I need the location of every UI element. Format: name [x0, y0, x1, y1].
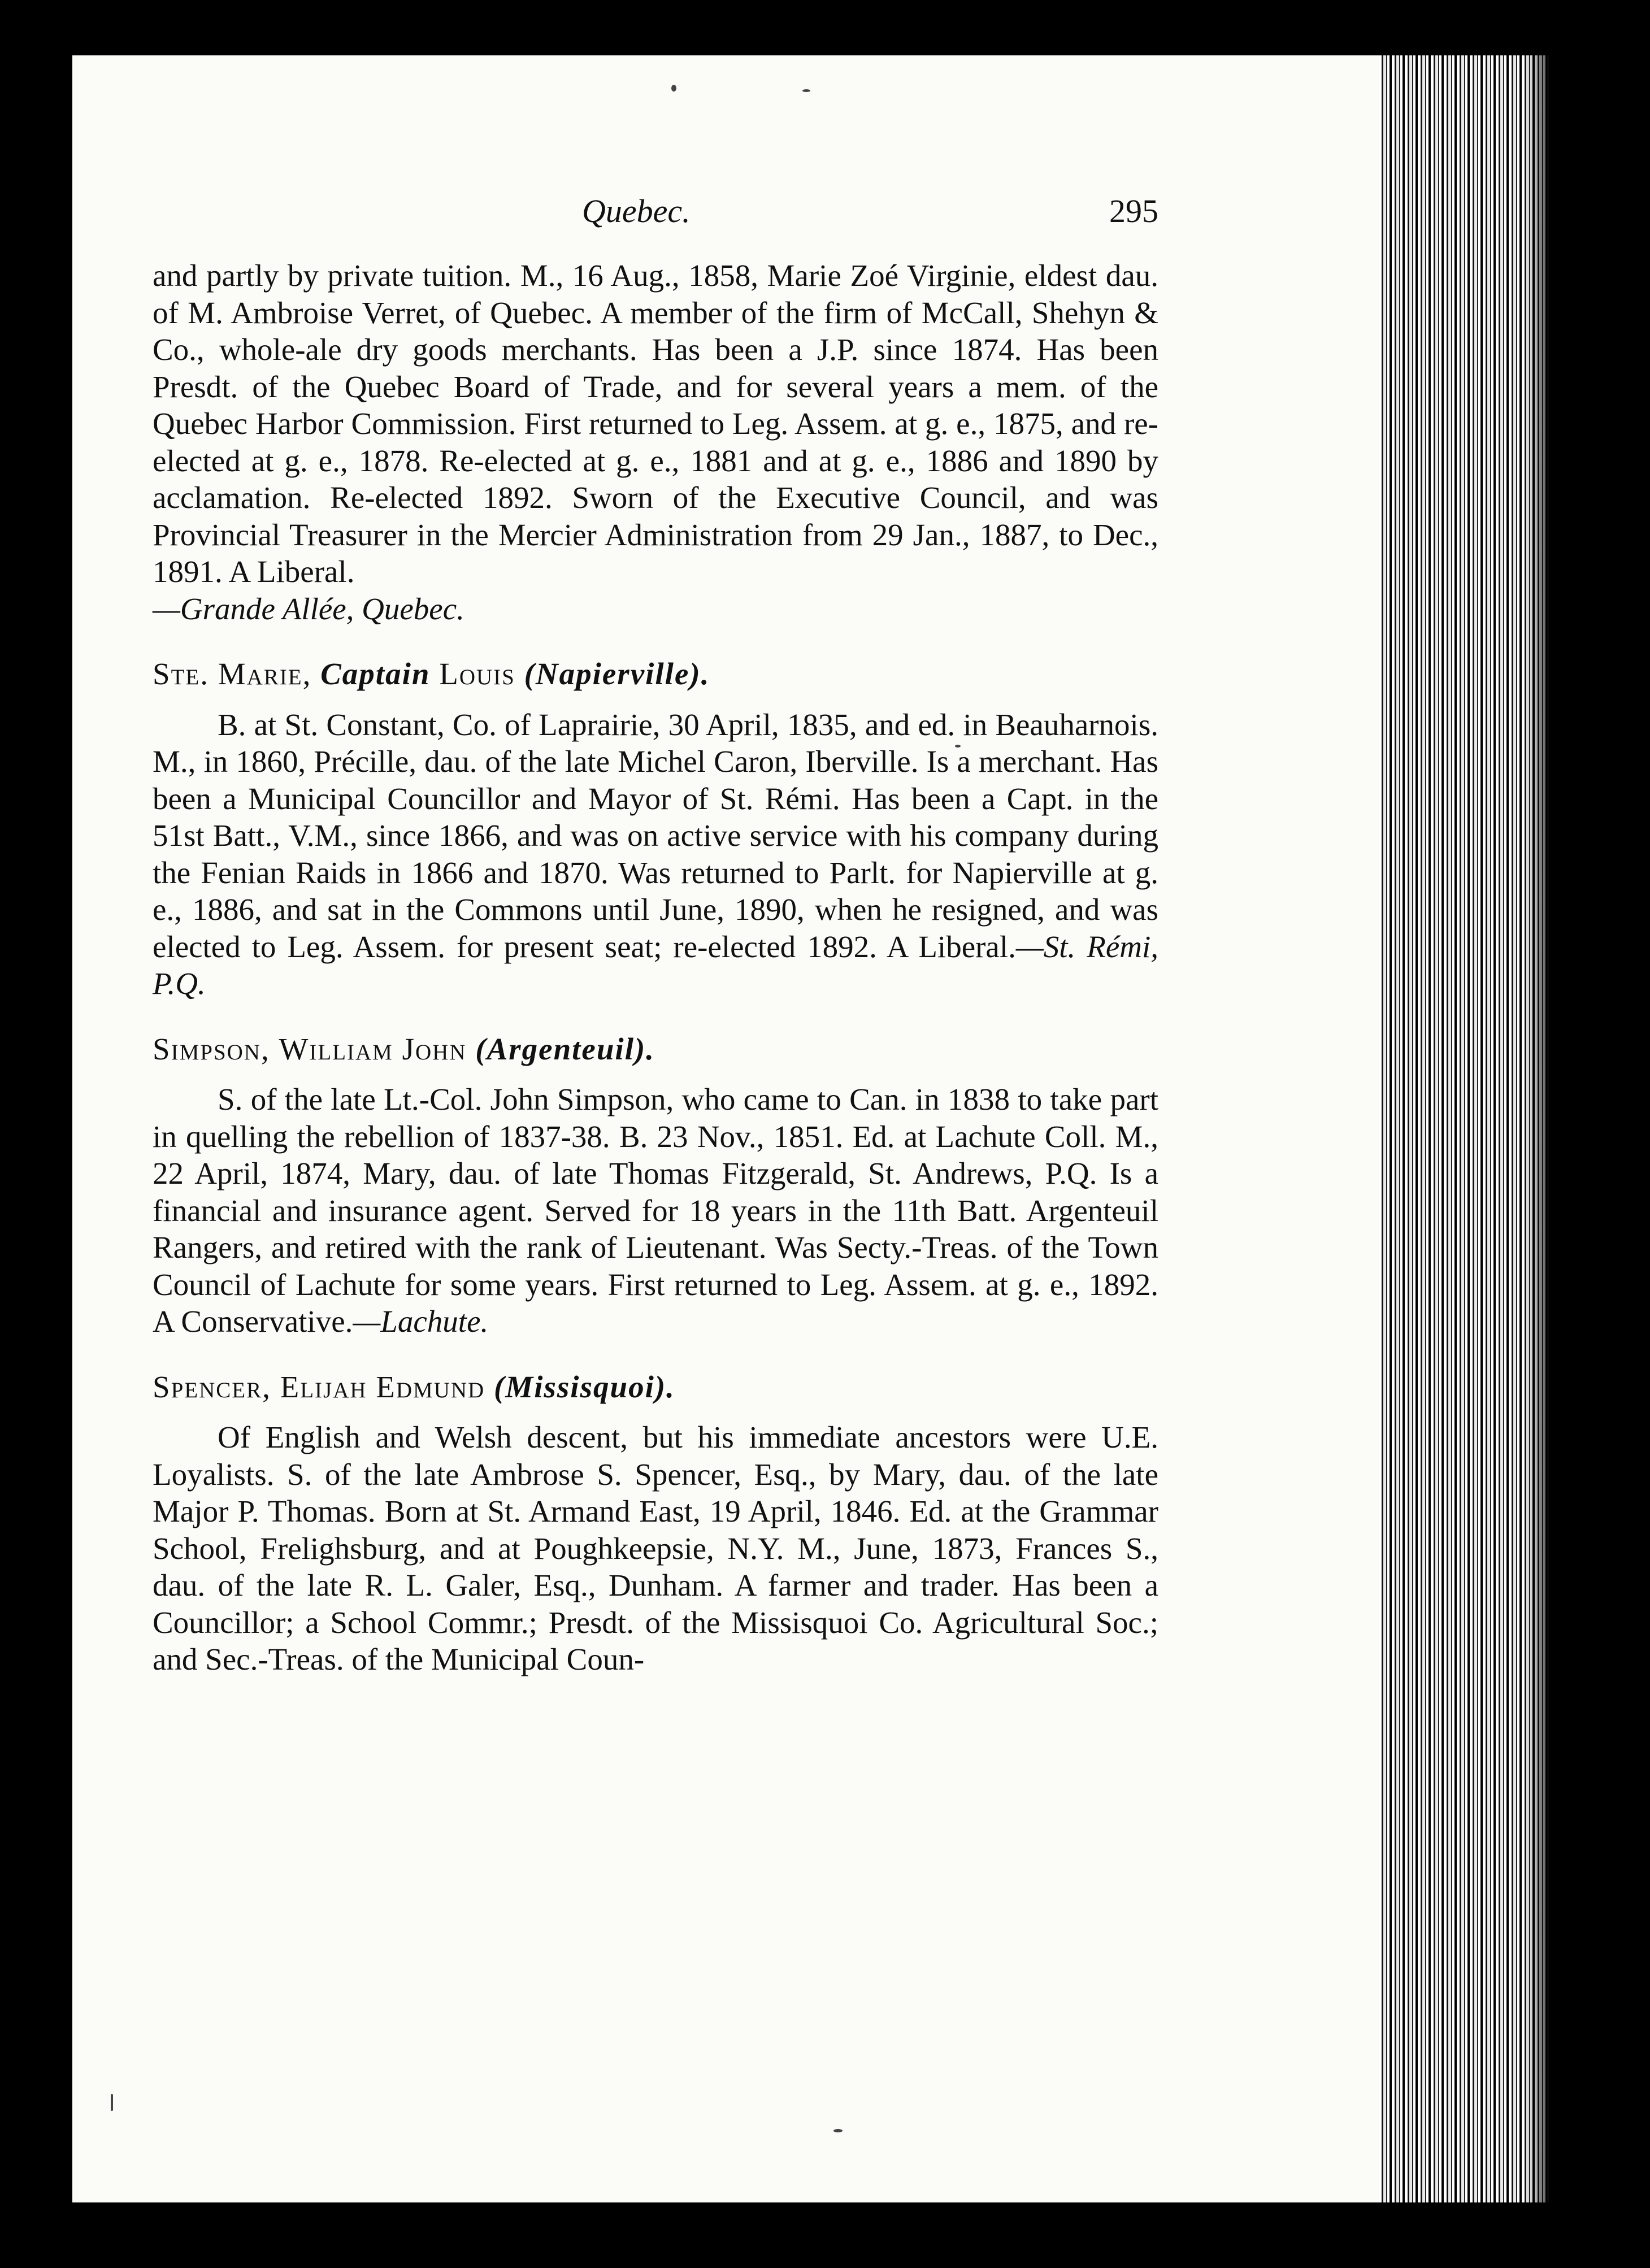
entry-paragraph: [153, 706, 1158, 1002]
page-number: 295: [1109, 193, 1158, 229]
entry-text: S. of the late Lt.-Col. John Simpson, who came to Can. in 1838 to take part in quelling the rebellion of 1837-38. B. 23 Nov., 1851. Ed. at Lachute Coll. M., 22 April, 1874, Mary, dau. of late Thomas Fitzgerald, St. Andrews, P.Q. Is a financial and insurance agent. Served for 18 years in the 11th Batt. Argenteuil Rangers, and retired with the rank of Lieutenant. Was Secty.-Treas. of the Town Council of Lachute for some years. First returned to Leg. Assem. at g. e., 1892. A Conservative.: [153, 1082, 1158, 1339]
ink-speck: [802, 89, 810, 92]
entry-spencer: [153, 1368, 1158, 1678]
entry-heading: [153, 1031, 1158, 1068]
entry-surname: Spencer,: [153, 1369, 271, 1404]
entry-constituency: (Missisquoi).: [493, 1369, 675, 1404]
biography-entries: [153, 257, 1158, 1678]
entry-continued: [153, 257, 1158, 627]
ink-speck: [833, 2129, 843, 2132]
entry-title: Captain: [320, 657, 431, 691]
entry-given-name: Louis: [439, 657, 515, 691]
entry-given-name: William John: [279, 1031, 467, 1066]
running-title: Quebec.: [582, 193, 691, 229]
page-edges-decoration: [1379, 55, 1548, 2202]
entry-constituency: (Argenteuil).: [475, 1031, 655, 1066]
entry-constituency: (Napierville).: [524, 657, 710, 691]
ink-speck: [111, 2094, 113, 2111]
running-head: [153, 181, 1158, 243]
entry-continuation-text: [153, 257, 1158, 590]
page-edge-shadow: [1526, 55, 1560, 2202]
entry-text: Of English and Welsh descent, but his immediate ancestors were U.E. Loyalists. S. of the late Ambrose S. Spencer, Esq., by Mary, dau. of the late Major P. Thomas. Born at St. Armand East, 19 April, 1846. Ed. at the Grammar School, Frelighsburg, and at Poughkeepsie, N.Y. M., June, 1873, Frances S., dau. of the late R. L. Galer, Esq., Dunham. A farmer and trader. Has been a Councillor; a School Commr.; Presdt. of the Missisquoi Co. Agricultural Soc.; and Sec.-Treas. of the Municipal Coun-: [153, 1420, 1158, 1676]
entry-simpson: [153, 1031, 1158, 1340]
entry-paragraph: [153, 1419, 1158, 1678]
entry-paragraph: [153, 1081, 1158, 1340]
entry-given-name: Elijah Edmund: [280, 1369, 485, 1404]
ink-speck: [671, 85, 676, 92]
entry-heading: [153, 655, 1158, 693]
entry-surname: Ste. Marie,: [153, 657, 312, 691]
entry-address: —Lachute.: [353, 1304, 489, 1339]
entry-address: —Grande Allée, Quebec.: [153, 591, 464, 626]
entry-surname: Simpson,: [153, 1031, 270, 1066]
entry-text: and partly by private tuition. M., 16 Aug., 1858, Marie Zoé Virginie, eldest dau. of M. Ambroise Verret, of Quebec. A member of the firm of McCall, Shehyn & Co., whole-ale dry goods merchants. Has been a J.P. since 1874. Has been Presdt. of the Quebec Board of Trade, and for several years a mem. of the Quebec Harbor Commission. First returned to Leg. Assem. at g. e., 1875, and re-elected at g. e., 1878. Re-elected at g. e., 1881 and at g. e., 1886 and 1890 by acclamation. Re-elected 1892. Sworn of the Executive Council, and was Provincial Treasurer in the Mercier Administration from 29 Jan., 1887, to Dec., 1891. A Liberal.: [153, 258, 1158, 589]
entry-ste-marie: [153, 655, 1158, 1002]
entry-address-line: [153, 590, 1158, 628]
entry-text: B. at St. Constant, Co. of Laprairie, 30 April, 1835, and ed. in Beauharnois. M., in 1860, Précille, dau. of the late Michel Caron, Iberville. Is a merchant. Has been a Municipal Councillor and Mayor of St. Rémi. Has been a Capt. in the 51st Batt., V.M., since 1866, and was on active service with his company during the Fenian Raids in 1866 and 1870. Was returned to Parlt. for Napierville at g. e., 1886, and sat in the Commons until June, 1890, when he resigned, and was elected to Leg. Assem. for present seat; re-elected 1892. A Liberal.: [153, 707, 1158, 964]
entry-heading: [153, 1368, 1158, 1406]
entry-address: —St. Rémi, P.Q.: [153, 929, 1158, 1001]
